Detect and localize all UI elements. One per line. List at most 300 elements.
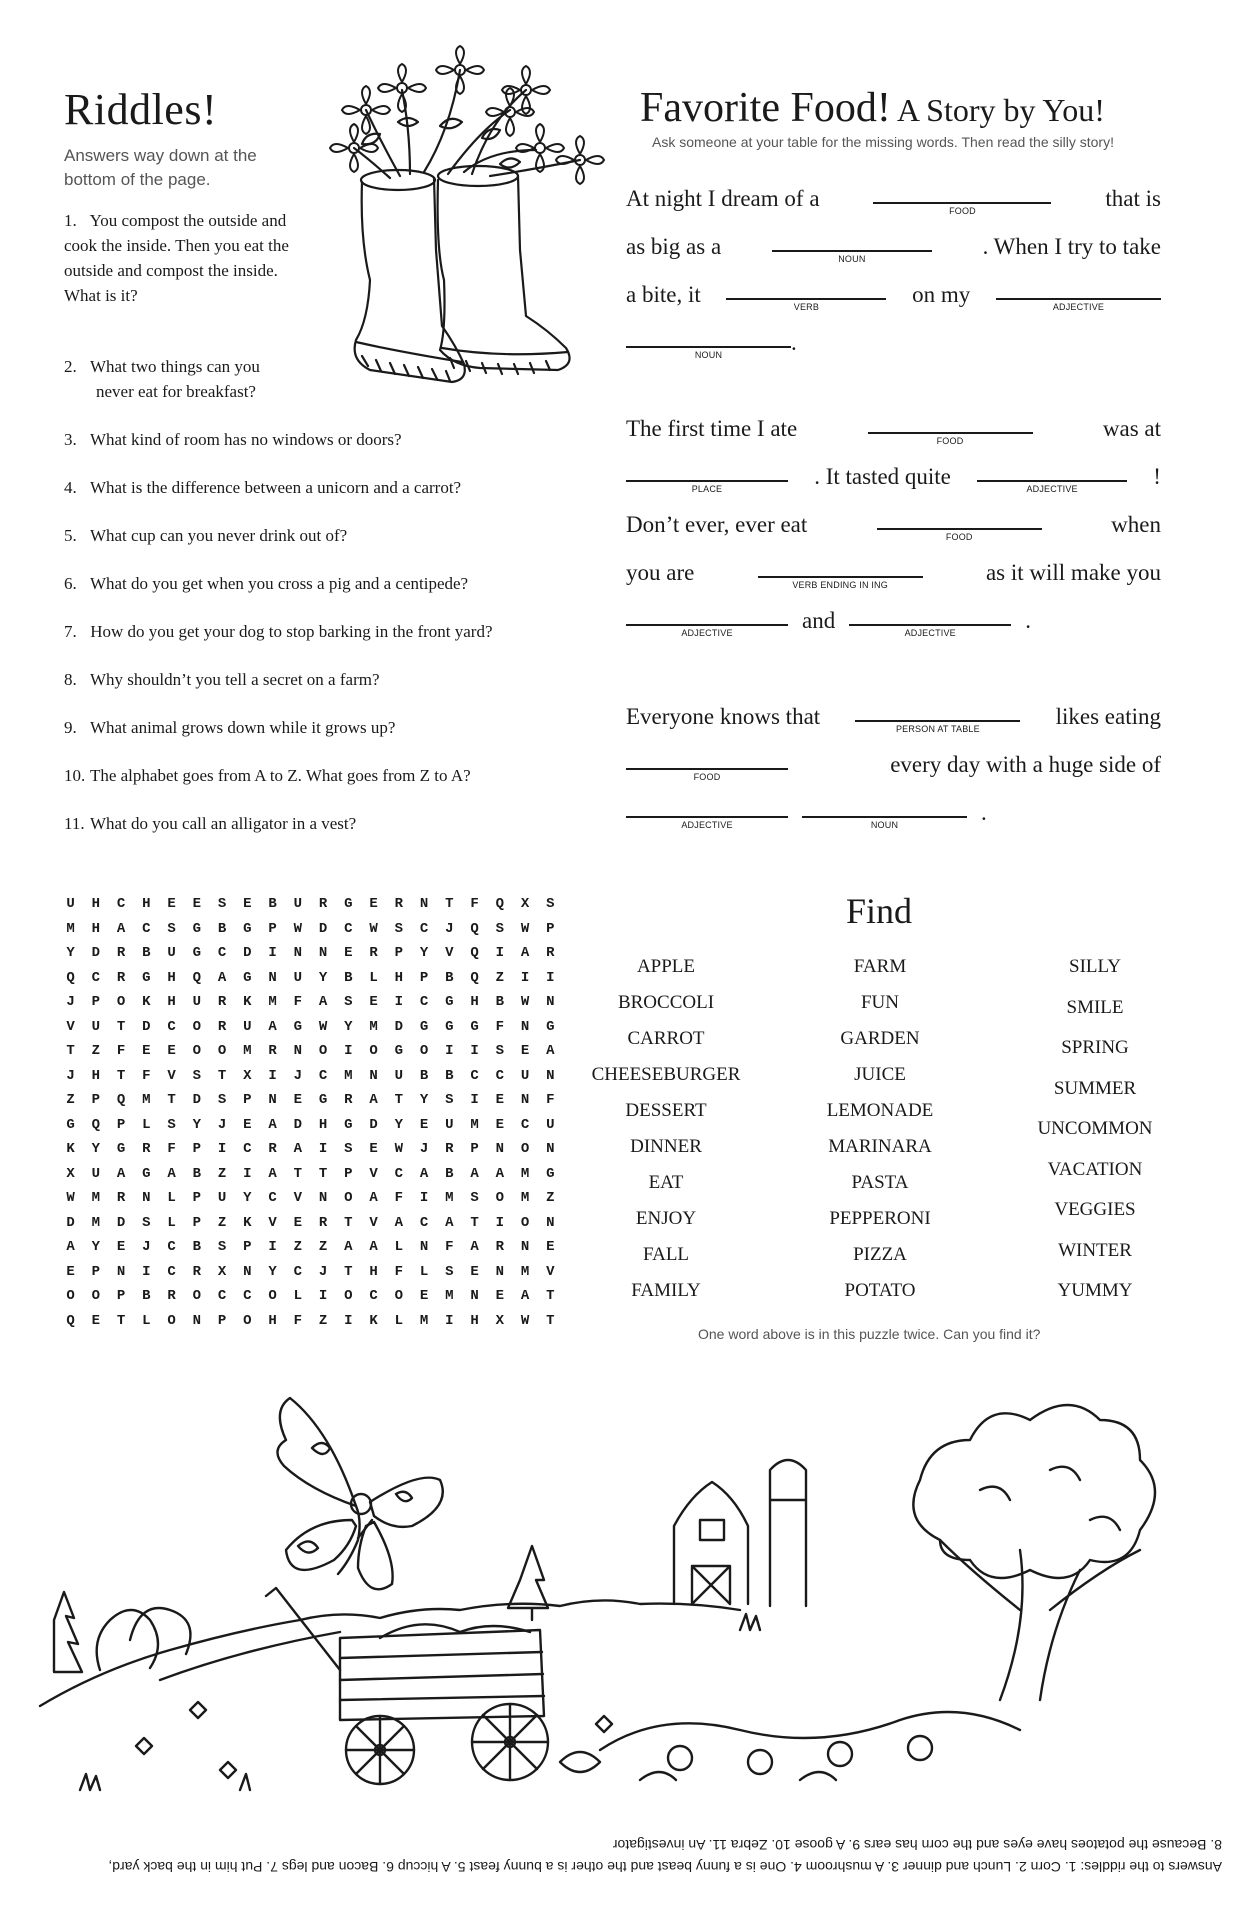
word-search-letter[interactable]: Q	[470, 945, 479, 961]
word-search-letter[interactable]: D	[394, 1018, 404, 1035]
word-search-letter[interactable]: G	[142, 1165, 151, 1182]
word-search-letter[interactable]: W	[318, 1018, 328, 1035]
word-search-letter[interactable]: U	[167, 945, 176, 961]
word-search-letter[interactable]: N	[142, 1190, 151, 1206]
word-search-letter[interactable]: D	[293, 1116, 303, 1133]
word-search-letter[interactable]: A	[394, 1214, 404, 1231]
word-search-letter[interactable]: G	[116, 1141, 126, 1157]
story-blank[interactable]	[626, 602, 788, 638]
word-search-letter[interactable]: A	[419, 1165, 429, 1182]
word-search-letter[interactable]: E	[293, 1092, 303, 1108]
word-search-letter[interactable]: J	[217, 1116, 227, 1133]
word-search-letter[interactable]: G	[192, 920, 202, 937]
word-search-letter[interactable]: G	[419, 1018, 429, 1035]
word-search-letter[interactable]: C	[470, 1067, 479, 1084]
word-search-letter[interactable]: C	[217, 945, 227, 961]
story-blank[interactable]	[877, 506, 1042, 542]
word-search-letter[interactable]: T	[66, 1043, 75, 1059]
word-search-letter[interactable]: M	[470, 1116, 479, 1133]
word-search-letter[interactable]: S	[217, 1092, 227, 1108]
story-blank[interactable]	[977, 458, 1127, 494]
story-blank[interactable]	[626, 746, 788, 782]
word-search-letter[interactable]: Y	[344, 1018, 353, 1035]
word-search-letter[interactable]: S	[470, 1190, 479, 1206]
word-search-letter[interactable]: G	[445, 1018, 454, 1035]
word-search-letter[interactable]: A	[268, 1165, 277, 1182]
word-search-letter[interactable]: N	[268, 969, 277, 986]
story-blank[interactable]	[758, 554, 923, 590]
word-search-letter[interactable]: G	[142, 969, 151, 986]
word-search-letter[interactable]: E	[369, 896, 378, 912]
word-search-letter[interactable]: I	[520, 969, 530, 986]
word-search-letter[interactable]: C	[167, 1239, 176, 1255]
word-search-letter[interactable]: C	[394, 1165, 404, 1182]
word-search-letter[interactable]: Z	[91, 1043, 101, 1059]
story-blank[interactable]	[996, 276, 1161, 312]
word-search-letter[interactable]: P	[116, 1116, 126, 1133]
word-search-letter[interactable]: U	[192, 994, 202, 1010]
word-search-letter[interactable]: F	[394, 1263, 404, 1280]
word-search-letter[interactable]: X	[495, 1312, 505, 1329]
word-search-letter[interactable]: M	[445, 1288, 454, 1304]
word-search-letter[interactable]: M	[66, 920, 75, 937]
word-search-letter[interactable]: Q	[192, 969, 202, 986]
word-search-letter[interactable]: L	[419, 1263, 429, 1280]
word-search-letter[interactable]: N	[318, 1190, 328, 1206]
story-blank[interactable]	[855, 698, 1020, 734]
word-search-letter[interactable]: M	[142, 1092, 151, 1108]
word-search-letter[interactable]: A	[369, 1239, 378, 1255]
word-search-letter[interactable]: R	[142, 1141, 151, 1157]
word-search-letter[interactable]: O	[344, 1190, 353, 1206]
word-search-letter[interactable]: O	[520, 1214, 530, 1231]
word-search-letter[interactable]: J	[142, 1239, 151, 1255]
word-search-letter[interactable]: A	[293, 1141, 303, 1157]
word-search-letter[interactable]: P	[91, 994, 101, 1010]
word-search-letter[interactable]: O	[344, 1288, 353, 1304]
word-search-letter[interactable]: R	[167, 1288, 176, 1304]
word-search-letter[interactable]: C	[495, 1067, 505, 1084]
word-search-letter[interactable]: L	[167, 1190, 176, 1206]
word-search-letter[interactable]: E	[495, 1092, 505, 1108]
word-search-letter[interactable]: T	[546, 1288, 555, 1304]
word-search-letter[interactable]: D	[91, 945, 101, 961]
word-search-letter[interactable]: T	[344, 1214, 353, 1231]
word-search-letter[interactable]: S	[445, 1092, 454, 1108]
word-search-letter[interactable]: H	[470, 1312, 479, 1329]
word-search-letter[interactable]: Q	[470, 920, 479, 937]
word-search-letter[interactable]: P	[268, 920, 277, 937]
word-search-letter[interactable]: T	[293, 1165, 303, 1182]
word-search-letter[interactable]: G	[344, 896, 353, 912]
word-search-letter[interactable]: R	[217, 994, 227, 1010]
word-search-letter[interactable]: E	[167, 896, 176, 912]
word-search-letter[interactable]: T	[116, 1312, 126, 1329]
word-search-letter[interactable]: V	[167, 1067, 176, 1084]
word-search-letter[interactable]: E	[419, 1116, 429, 1133]
word-search-letter[interactable]: E	[369, 994, 378, 1010]
word-search-letter[interactable]: T	[116, 1067, 126, 1084]
word-search-letter[interactable]: S	[217, 896, 227, 912]
word-search-letter[interactable]: F	[495, 1018, 505, 1035]
word-search-letter[interactable]: B	[445, 1165, 454, 1182]
word-search-letter[interactable]: R	[116, 969, 126, 986]
word-search-letter[interactable]: N	[546, 1067, 555, 1084]
word-search-letter[interactable]: R	[268, 1141, 277, 1157]
word-search-letter[interactable]: Q	[66, 969, 75, 986]
word-search-letter[interactable]: N	[318, 945, 328, 961]
word-search-letter[interactable]: I	[445, 1312, 454, 1329]
word-search-letter[interactable]: T	[217, 1067, 227, 1084]
word-search-letter[interactable]: H	[318, 1116, 328, 1133]
word-search-letter[interactable]: J	[66, 1067, 75, 1084]
word-search-letter[interactable]: I	[445, 1043, 454, 1059]
word-search-letter[interactable]: P	[243, 1239, 252, 1255]
word-search-letter[interactable]: G	[243, 969, 252, 986]
word-search-letter[interactable]: F	[293, 994, 303, 1010]
word-search-letter[interactable]: U	[293, 896, 303, 912]
word-search-letter[interactable]: E	[91, 1312, 101, 1329]
word-search-letter[interactable]: P	[91, 1092, 101, 1108]
word-search-letter[interactable]: F	[470, 896, 479, 912]
word-search-letter[interactable]: U	[394, 1067, 404, 1084]
word-search-letter[interactable]: B	[495, 994, 505, 1010]
story-blank[interactable]	[802, 794, 967, 830]
word-search-letter[interactable]: N	[520, 1092, 530, 1108]
word-search-letter[interactable]: I	[470, 1043, 479, 1059]
word-search-letter[interactable]: S	[217, 1239, 227, 1255]
word-search-letter[interactable]: E	[470, 1263, 479, 1280]
word-search-letter[interactable]: E	[546, 1239, 555, 1255]
word-search-letter[interactable]: H	[91, 1067, 101, 1084]
word-search-letter[interactable]: I	[268, 1239, 277, 1255]
word-search-letter[interactable]: S	[142, 1214, 151, 1231]
word-search-letter[interactable]: F	[445, 1239, 454, 1255]
word-search-letter[interactable]: S	[546, 896, 555, 912]
word-search-letter[interactable]: C	[419, 1214, 429, 1231]
word-search-letter[interactable]: Z	[217, 1165, 227, 1182]
word-search-letter[interactable]: N	[268, 1092, 277, 1108]
word-search-letter[interactable]: M	[419, 1312, 429, 1329]
word-search-letter[interactable]: V	[369, 1214, 378, 1231]
word-search-letter[interactable]: G	[293, 1018, 303, 1035]
word-search-letter[interactable]: Y	[91, 1239, 101, 1255]
word-search-letter[interactable]: A	[167, 1165, 176, 1182]
word-search-letter[interactable]: P	[419, 969, 429, 986]
word-search-letter[interactable]: O	[116, 994, 126, 1010]
word-search-letter[interactable]: Y	[419, 945, 429, 961]
word-search-letter[interactable]: T	[116, 1018, 126, 1035]
word-search-letter[interactable]: Y	[394, 1116, 404, 1133]
word-search-letter[interactable]: U	[445, 1116, 454, 1133]
word-search-letter[interactable]: X	[217, 1263, 227, 1280]
word-search-letter[interactable]: N	[495, 1141, 505, 1157]
word-search-letter[interactable]: C	[520, 1116, 530, 1133]
word-search-letter[interactable]: A	[369, 1190, 378, 1206]
word-search-letter[interactable]: U	[520, 1067, 530, 1084]
word-search-letter[interactable]: I	[344, 1043, 353, 1059]
word-search-letter[interactable]: N	[470, 1288, 479, 1304]
word-search-letter[interactable]: E	[293, 1214, 303, 1231]
word-search-letter[interactable]: G	[318, 1092, 328, 1108]
word-search-letter[interactable]: O	[268, 1288, 277, 1304]
word-search-letter[interactable]: I	[495, 1214, 505, 1231]
word-search-letter[interactable]: B	[344, 969, 353, 986]
word-search-letter[interactable]: J	[318, 1263, 328, 1280]
word-search-letter[interactable]: I	[470, 1092, 479, 1108]
word-search-letter[interactable]: A	[520, 1288, 530, 1304]
word-search-letter[interactable]: E	[495, 1288, 505, 1304]
word-search-letter[interactable]: P	[243, 1092, 252, 1108]
word-search-letter[interactable]: Z	[66, 1092, 75, 1108]
word-search-letter[interactable]: P	[546, 920, 555, 937]
word-search-letter[interactable]: S	[344, 1141, 353, 1157]
word-search-letter[interactable]: E	[344, 945, 353, 961]
word-search-letter[interactable]: V	[268, 1214, 277, 1231]
word-search-letter[interactable]: O	[192, 1018, 202, 1035]
word-search-letter[interactable]: M	[344, 1067, 353, 1084]
word-search-letter[interactable]: Q	[66, 1312, 75, 1329]
word-search-letter[interactable]: N	[192, 1312, 202, 1329]
word-search-letter[interactable]: D	[369, 1116, 378, 1133]
word-search-letter[interactable]: A	[268, 1018, 277, 1035]
word-search-letter[interactable]: R	[318, 1214, 328, 1231]
word-search-letter[interactable]: D	[66, 1214, 75, 1231]
word-search-letter[interactable]: F	[546, 1092, 555, 1108]
word-search-letter[interactable]: L	[394, 1312, 404, 1329]
word-search-letter[interactable]: X	[243, 1067, 252, 1084]
word-search-letter[interactable]: B	[268, 896, 277, 912]
word-search-letter[interactable]: S	[344, 994, 353, 1010]
word-search-letter[interactable]: K	[243, 1214, 252, 1231]
word-search-letter[interactable]: C	[167, 1018, 176, 1035]
word-search-letter[interactable]: M	[369, 1018, 378, 1035]
word-search-letter[interactable]: E	[369, 1141, 378, 1157]
word-search-letter[interactable]: U	[91, 1165, 101, 1182]
word-search-letter[interactable]: K	[369, 1312, 378, 1329]
story-blank[interactable]	[849, 602, 1011, 638]
word-search-letter[interactable]: I	[318, 1288, 328, 1304]
word-search-letter[interactable]: G	[470, 1018, 479, 1035]
word-search-letter[interactable]: Z	[293, 1239, 303, 1255]
word-search-letter[interactable]: L	[394, 1239, 404, 1255]
word-search-letter[interactable]: V	[66, 1018, 75, 1035]
word-search-letter[interactable]: E	[66, 1263, 75, 1280]
word-search-letter[interactable]: P	[192, 1190, 202, 1206]
word-search-letter[interactable]: N	[520, 1239, 530, 1255]
word-search-letter[interactable]: R	[217, 1018, 227, 1035]
word-search-letter[interactable]: A	[369, 1092, 378, 1108]
word-search-letter[interactable]: J	[419, 1141, 429, 1157]
word-search-letter[interactable]: I	[419, 1190, 429, 1206]
word-search-letter[interactable]: A	[116, 920, 126, 937]
word-search-letter[interactable]: N	[546, 1214, 555, 1231]
word-search-letter[interactable]: M	[520, 1165, 530, 1182]
word-search-letter[interactable]: S	[495, 1043, 505, 1059]
word-search-letter[interactable]: H	[91, 896, 101, 912]
word-search-letter[interactable]: B	[142, 1288, 151, 1304]
word-search-letter[interactable]: I	[268, 1067, 277, 1084]
word-search-letter[interactable]: M	[243, 1043, 252, 1059]
word-search-letter[interactable]: L	[167, 1214, 176, 1231]
word-search-letter[interactable]: O	[66, 1288, 75, 1304]
word-search-letter[interactable]: M	[520, 1263, 530, 1280]
word-search-letter[interactable]: C	[243, 1141, 252, 1157]
word-search-letter[interactable]: R	[495, 1239, 505, 1255]
word-search-letter[interactable]: L	[293, 1288, 303, 1304]
word-search-letter[interactable]: P	[91, 1263, 101, 1280]
word-search-letter[interactable]: N	[495, 1263, 505, 1280]
story-blank[interactable]	[626, 324, 791, 360]
word-search-letter[interactable]: A	[217, 969, 227, 986]
word-search-letter[interactable]: O	[520, 1141, 530, 1157]
word-search-letter[interactable]: D	[243, 945, 252, 961]
story-blank[interactable]	[726, 276, 886, 312]
word-search-letter[interactable]: S	[495, 920, 505, 937]
word-search-letter[interactable]: H	[91, 920, 101, 937]
word-search-letter[interactable]: F	[167, 1141, 176, 1157]
word-search-letter[interactable]: W	[520, 920, 530, 937]
word-search-letter[interactable]: U	[66, 896, 75, 912]
word-search-letter[interactable]: N	[419, 1239, 429, 1255]
word-search-letter[interactable]: W	[520, 1312, 530, 1329]
word-search-letter[interactable]: B	[192, 1165, 202, 1182]
word-search-letter[interactable]: L	[142, 1312, 151, 1329]
word-search-letter[interactable]: H	[394, 969, 404, 986]
word-search-letter[interactable]: O	[243, 1312, 252, 1329]
story-blank[interactable]	[626, 458, 788, 494]
word-search-letter[interactable]: Y	[91, 1141, 101, 1157]
word-search-letter[interactable]: A	[546, 1043, 555, 1059]
word-search-letter[interactable]: M	[91, 1190, 101, 1206]
word-search-letter[interactable]: T	[318, 1165, 328, 1182]
word-search-letter[interactable]: Y	[268, 1263, 277, 1280]
word-search-letter[interactable]: M	[445, 1190, 454, 1206]
word-search-letter[interactable]: B	[445, 969, 454, 986]
word-search-letter[interactable]: C	[318, 1067, 328, 1084]
word-search-letter[interactable]: V	[445, 945, 454, 961]
word-search-letter[interactable]: N	[419, 896, 429, 912]
word-search-letter[interactable]: X	[66, 1165, 75, 1182]
word-search-letter[interactable]: R	[369, 945, 378, 961]
word-search-letter[interactable]: Y	[318, 969, 328, 986]
word-search-letter[interactable]: D	[116, 1214, 126, 1231]
word-search-letter[interactable]: P	[116, 1288, 126, 1304]
word-search-letter[interactable]: T	[546, 1312, 555, 1329]
word-search-letter[interactable]: D	[318, 920, 328, 937]
word-search-letter[interactable]: H	[369, 1263, 378, 1280]
word-search-letter[interactable]: F	[116, 1043, 126, 1059]
word-search-letter[interactable]: A	[495, 1165, 505, 1182]
word-search-letter[interactable]: C	[419, 994, 429, 1010]
word-search-letter[interactable]: P	[344, 1165, 353, 1182]
word-search-letter[interactable]: I	[318, 1141, 328, 1157]
word-search-letter[interactable]: B	[217, 920, 227, 937]
word-search-letter[interactable]: R	[344, 1092, 353, 1108]
word-search-letter[interactable]: N	[243, 1263, 252, 1280]
word-search-letter[interactable]: C	[293, 1263, 303, 1280]
word-search-letter[interactable]: F	[394, 1190, 404, 1206]
word-search-letter[interactable]: O	[91, 1288, 101, 1304]
word-search-letter[interactable]: N	[546, 1141, 555, 1157]
word-search-letter[interactable]: F	[142, 1067, 151, 1084]
word-search-letter[interactable]: P	[217, 1312, 227, 1329]
word-search-letter[interactable]: E	[243, 1116, 252, 1133]
word-search-letter[interactable]: L	[369, 969, 378, 986]
word-search-letter[interactable]: P	[192, 1214, 202, 1231]
word-search-letter[interactable]: Q	[470, 969, 479, 986]
word-search-letter[interactable]: G	[66, 1116, 75, 1133]
word-search-letter[interactable]: D	[142, 1018, 151, 1035]
word-search-letter[interactable]: H	[268, 1312, 277, 1329]
word-search-letter[interactable]: O	[217, 1043, 227, 1059]
word-search-letter[interactable]: F	[293, 1312, 303, 1329]
word-search-letter[interactable]: O	[369, 1043, 378, 1059]
word-search-letter[interactable]: U	[91, 1018, 101, 1035]
word-search-letter[interactable]: Y	[419, 1092, 429, 1108]
word-search-letter[interactable]: A	[470, 1165, 479, 1182]
story-blank[interactable]	[868, 410, 1033, 446]
word-search-letter[interactable]: Z	[495, 969, 505, 986]
word-search-letter[interactable]: E	[419, 1288, 429, 1304]
word-search-letter[interactable]: O	[495, 1190, 505, 1206]
word-search-letter[interactable]: K	[66, 1141, 75, 1157]
word-search-letter[interactable]: N	[116, 1263, 126, 1280]
word-search-letter[interactable]: R	[268, 1043, 277, 1059]
word-search-letter[interactable]: I	[217, 1141, 227, 1157]
word-search-letter[interactable]: O	[192, 1288, 202, 1304]
word-search-letter[interactable]: W	[369, 920, 378, 937]
word-search-letter[interactable]: S	[167, 920, 176, 937]
word-search-letter[interactable]: V	[546, 1263, 555, 1280]
word-search-letter[interactable]: Z	[217, 1214, 227, 1231]
word-search-letter[interactable]: P	[192, 1141, 202, 1157]
word-search-letter[interactable]: N	[520, 1018, 530, 1035]
word-search-letter[interactable]: P	[470, 1141, 479, 1157]
word-search-letter[interactable]: Y	[66, 945, 75, 961]
word-search-letter[interactable]: X	[520, 896, 530, 912]
word-search-letter[interactable]: I	[243, 1165, 252, 1182]
word-search-letter[interactable]: E	[495, 1116, 505, 1133]
word-search-letter[interactable]: Q	[116, 1092, 126, 1108]
word-search-letter[interactable]: G	[546, 1018, 555, 1035]
word-search-letter[interactable]: R	[318, 896, 328, 912]
word-search-letter[interactable]: I	[546, 969, 555, 986]
word-search-letter[interactable]: E	[116, 1239, 126, 1255]
word-search-letter[interactable]: U	[293, 969, 303, 986]
word-search-letter[interactable]: T	[470, 1214, 479, 1231]
word-search-letter[interactable]: T	[167, 1092, 176, 1108]
word-search-letter[interactable]: T	[394, 1092, 404, 1108]
word-search-letter[interactable]: N	[293, 1043, 303, 1059]
word-search-letter[interactable]: J	[293, 1067, 303, 1084]
word-search-letter[interactable]: Z	[318, 1312, 328, 1329]
word-search-letter[interactable]: A	[268, 1116, 277, 1133]
word-search-letter[interactable]: R	[445, 1141, 454, 1157]
word-search-letter[interactable]: O	[394, 1288, 404, 1304]
word-search-letter[interactable]: W	[394, 1141, 404, 1157]
word-search-letter[interactable]: N	[546, 994, 555, 1010]
word-search-letter[interactable]: E	[520, 1043, 530, 1059]
word-search-letter[interactable]: Q	[91, 1116, 101, 1133]
word-search-letter[interactable]: G	[445, 994, 454, 1010]
word-search-letter[interactable]: B	[445, 1067, 454, 1084]
word-search-letter[interactable]: A	[445, 1214, 454, 1231]
word-search-letter[interactable]: Y	[243, 1190, 252, 1206]
word-search-letter[interactable]: K	[243, 994, 252, 1010]
word-search-letter[interactable]: I	[268, 945, 277, 961]
word-search-letter[interactable]: C	[369, 1288, 378, 1304]
